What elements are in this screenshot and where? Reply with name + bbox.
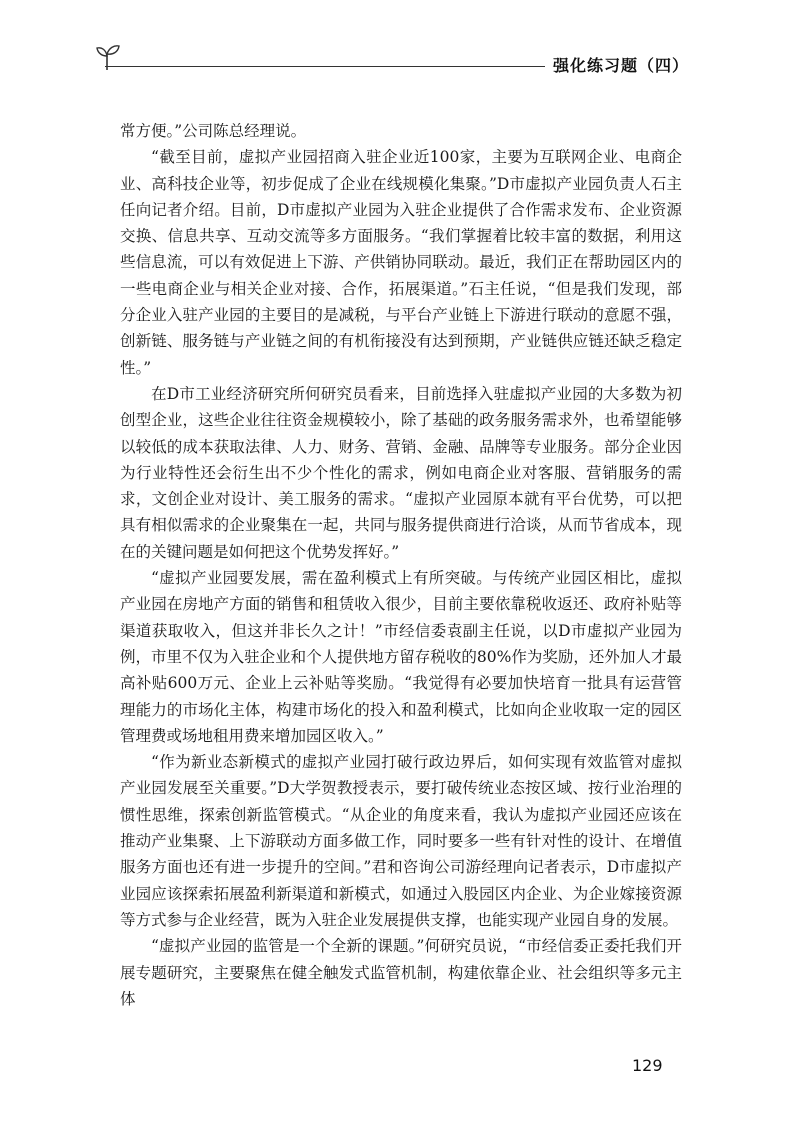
paragraph: “作为新业态新模式的虚拟产业园打破行政边界后，如何实现有效监管对虚拟产业园发展至关重要。”D大学贺教授表示，要打破传统业态按区域、按行业治理的惯性思维，探索创新监管模式。“从企业的角度来看，我认为虚拟产业园还应该在推动产业集聚、上下游联动方面多做工作，同时要多一些有针对性的设计、在增值服务方面也还有进一步提升的空间。”君和咨询公司游经理向记者表示，D市虚拟产业园应该探索拓展盈利新渠道和新模式，如通过入股园区内企业、为企业嫁接资源等方式参与企业经营，既为入驻企业发展提供支撑，也能实现产业园自身的发展。 — [120, 753, 682, 929]
header-rule — [105, 66, 545, 67]
running-header — [95, 42, 710, 82]
paragraph: 常方便。”公司陈总经理说。 — [120, 122, 307, 140]
paragraph: 在D市工业经济研究所何研究员看来，目前选择入驻虚拟产业园的大多数为初创型企业，这些企业往往资金规模较小，除了基础的政务服务需求外，也希望能够以较低的成本获取法律、人力、财务、营销、金融、品牌等专业服务。部分企业因为行业特性还会衍生出不少个性化的需求，例如电商企业对客服、营销服务的需求，文创企业对设计、美工服务的需求。“虚拟产业园原本就有平台优势，可以把具有相似需求的企业聚集在一起，共同与服务提供商进行洽谈，从而节省成本，现在的关键问题是如何把这个优势发挥好。” — [120, 384, 682, 561]
paragraph: “虚拟产业园要发展，需在盈利模式上有所突破。与传统产业园区相比，虚拟产业园在房地产方面的销售和租赁收入很少，目前主要依靠税收返还、政府补贴等渠道获取收入，但这并非长久之计！”市经信委袁副主任说，以D市虚拟产业园为例，市里不仅为入驻企业和个人提供地方留存税收的80%作为奖励，还外加人才最高补贴600万元、企业上云补贴等奖励。“我觉得有必要加快培育一批具有运营管理能力的市场化主体，构建市场化的投入和盈利模式，比如向企业收取一定的园区管理费或场地租用费来增加园区收入。” — [120, 569, 682, 745]
paragraph: “截至目前，虚拟产业园招商入驻企业近100家，主要为互联网企业、电商企业、高科技企业等，初步促成了企业在线规模化集聚。”D市虚拟产业园负责人石主任向记者介绍。目前，D市虚拟产业园为入驻企业提供了合作需求发布、企业资源交换、信息共享、互动交流等多方面服务。“我们掌握着比较丰富的数据，利用这些信息流，可以有效促进上下游、产供销协同联动。最近，我们正在帮助园区内的一些电商企业与相关企业对接、合作，拓展渠道。”石主任说，“但是我们发现，部分企业入驻产业园的主要目的是减税，与平台产业链上下游进行联动的意愿不强，创新链、服务链与产业链之间的有机衔接没有达到预期，产业链供应链还缺乏稳定性。” — [120, 148, 682, 377]
page-number: 129 — [632, 1056, 663, 1075]
sprout-icon — [95, 42, 121, 72]
paragraph: “虚拟产业园的监管是一个全新的课题。”何研究员说，“市经信委正委托我们开展专题研究，主要聚焦在健全触发式监管机制，构建依靠企业、社会组织等多元主体 — [120, 937, 682, 1008]
body-text — [120, 118, 682, 1012]
section-title: 强化练习题（四） — [553, 56, 690, 75]
